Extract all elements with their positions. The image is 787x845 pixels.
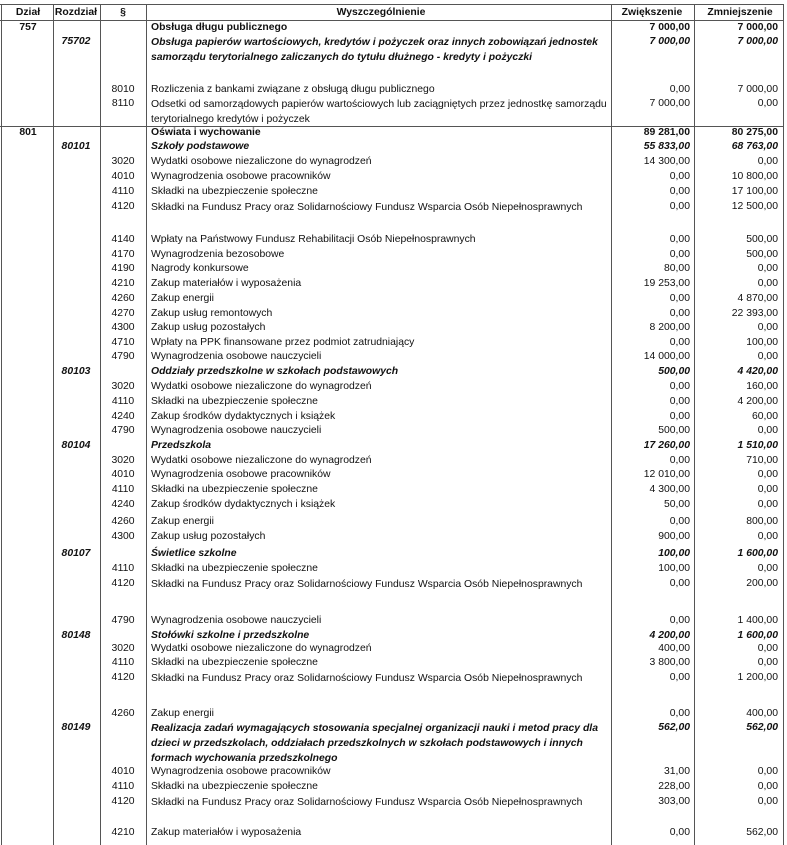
cell-zmniejszenie: 60,00 xyxy=(751,411,778,422)
cell-paragraf: 4300 xyxy=(111,531,135,542)
cell-opis: Obsługa długu publicznego xyxy=(151,22,288,33)
cell-opis: Rozliczenia z bankami związane z obsługą długu publicznego xyxy=(151,84,435,95)
table-row xyxy=(0,321,787,334)
cell-zwiekszenie: 100,00 xyxy=(658,563,690,574)
cell-zmniejszenie: 7 000,00 xyxy=(737,36,778,47)
table-row xyxy=(0,35,787,67)
cell-opis: Wynagrodzenia osobowe nauczycieli xyxy=(151,351,322,362)
cell-paragraf: 4110 xyxy=(111,781,135,792)
cell-opis: Wynagrodzenia osobowe nauczycieli xyxy=(151,615,322,626)
cell-zwiekszenie: 50,00 xyxy=(663,499,690,510)
cell-zwiekszenie: 4 200,00 xyxy=(649,630,690,641)
cell-zwiekszenie: 89 281,00 xyxy=(643,127,690,138)
cell-zwiekszenie: 55 833,00 xyxy=(643,141,690,152)
table-row xyxy=(0,498,787,511)
cell-zmniejszenie: 0,00 xyxy=(757,156,778,167)
cell-zmniejszenie: 0,00 xyxy=(757,425,778,436)
cell-zmniejszenie: 0,00 xyxy=(757,484,778,495)
cell-paragraf: 4110 xyxy=(111,563,135,574)
table-row xyxy=(0,365,787,378)
cell-paragraf: 4110 xyxy=(111,396,135,407)
table-row xyxy=(0,765,787,778)
cell-opis: Szkoły podstawowe xyxy=(151,141,250,152)
cell-zmniejszenie: 0,00 xyxy=(757,563,778,574)
table-row xyxy=(0,233,787,246)
cell-opis: Wydatki osobowe niezaliczone do wynagrodzeń xyxy=(151,643,372,654)
cell-zmniejszenie: 1 200,00 xyxy=(737,672,778,683)
table-row xyxy=(0,155,787,168)
cell-rozdzial: 80107 xyxy=(61,548,91,559)
cell-dzial: 801 xyxy=(19,127,37,138)
cell-opis: Stołówki szkolne i przedszkolne xyxy=(151,630,310,641)
cell-zwiekszenie: 900,00 xyxy=(658,531,690,542)
cell-opis: Składki na Fundusz Pracy oraz Solidarnościowy Fundusz Wsparcia Osób Niepełnosprawnych xyxy=(151,797,583,808)
cell-opis: Oddziały przedszkolne w szkołach podstawowych xyxy=(151,366,399,377)
cell-zmniejszenie: 0,00 xyxy=(757,643,778,654)
table-row xyxy=(0,826,787,839)
cell-zmniejszenie: 0,00 xyxy=(757,796,778,807)
table-row xyxy=(0,292,787,305)
cell-opis: Składki na ubezpieczenie społeczne xyxy=(151,484,318,495)
cell-paragraf: 4210 xyxy=(111,827,135,838)
cell-opis: Wydatki osobowe niezaliczone do wynagrodzeń xyxy=(151,156,372,167)
cell-rozdzial: 80103 xyxy=(61,366,91,377)
table-row xyxy=(0,185,787,198)
cell-opis: Składki na Fundusz Pracy oraz Solidarnościowy Fundusz Wsparcia Osób Niepełnosprawnych xyxy=(151,673,583,684)
cell-opis: Zakup energii xyxy=(151,516,214,527)
table-row xyxy=(0,170,787,183)
cell-opis: Świetlice szkolne xyxy=(151,548,237,559)
grid-line xyxy=(694,4,695,845)
cell-zmniejszenie: 0,00 xyxy=(757,351,778,362)
table-row xyxy=(0,248,787,261)
cell-zmniejszenie: 68 763,00 xyxy=(731,141,778,152)
table-row xyxy=(0,577,787,605)
cell-zmniejszenie: 1 600,00 xyxy=(737,548,778,559)
cell-zwiekszenie: 14 300,00 xyxy=(643,156,690,167)
grid-line xyxy=(0,126,784,127)
cell-zwiekszenie: 0,00 xyxy=(669,234,690,245)
cell-zmniejszenie: 0,00 xyxy=(757,263,778,274)
table-row xyxy=(0,140,787,153)
cell-zmniejszenie: 0,00 xyxy=(757,98,778,109)
table-row xyxy=(0,200,787,226)
cell-opis: Zakup materiałów i wyposażenia xyxy=(151,278,302,289)
table-row xyxy=(0,483,787,496)
cell-paragraf: 4110 xyxy=(111,484,135,495)
cell-zwiekszenie: 0,00 xyxy=(669,827,690,838)
cell-zmniejszenie: 12 500,00 xyxy=(731,201,778,212)
table-row xyxy=(0,515,787,528)
cell-paragraf: 3020 xyxy=(111,156,135,167)
table-row xyxy=(0,307,787,320)
cell-paragraf: 4120 xyxy=(111,201,135,212)
cell-zwiekszenie: 31,00 xyxy=(663,766,690,777)
grid-line xyxy=(146,4,147,845)
grid-line xyxy=(53,4,54,845)
cell-opis: Wynagrodzenia osobowe nauczycieli xyxy=(151,425,322,436)
table-row xyxy=(0,671,787,698)
cell-zwiekszenie: 0,00 xyxy=(669,186,690,197)
cell-zmniejszenie: 22 393,00 xyxy=(731,308,778,319)
table-row xyxy=(0,350,787,363)
cell-zwiekszenie: 12 010,00 xyxy=(643,469,690,480)
cell-zwiekszenie: 0,00 xyxy=(669,337,690,348)
cell-zmniejszenie: 562,00 xyxy=(746,827,778,838)
cell-opis: Zakup materiałów i wyposażenia xyxy=(151,827,302,838)
cell-paragraf: 4110 xyxy=(111,657,135,668)
table-row xyxy=(0,336,787,349)
header-zmniejszenie: Zmniejszenie xyxy=(707,7,773,18)
cell-zmniejszenie: 0,00 xyxy=(757,469,778,480)
grid-line xyxy=(0,20,784,21)
cell-paragraf: 4260 xyxy=(111,293,135,304)
grid-line xyxy=(611,4,612,845)
cell-opis: Zakup usług pozostałych xyxy=(151,322,266,333)
cell-opis: Odsetki od samorządowych papierów wartościowych lub zaciągniętych przez jednostkę samorządu terytorialnego kredytów i pożyczek xyxy=(151,99,607,125)
cell-zmniejszenie: 17 100,00 xyxy=(731,186,778,197)
cell-paragraf: 4240 xyxy=(111,499,135,510)
cell-paragraf: 4120 xyxy=(111,672,135,683)
cell-rozdzial: 80148 xyxy=(61,630,91,641)
cell-zmniejszenie: 4 420,00 xyxy=(737,366,778,377)
table-row xyxy=(0,642,787,655)
cell-zmniejszenie: 7 000,00 xyxy=(737,84,778,95)
cell-zmniejszenie: 4 870,00 xyxy=(737,293,778,304)
cell-zwiekszenie: 0,00 xyxy=(669,396,690,407)
cell-dzial: 757 xyxy=(19,22,37,33)
cell-zmniejszenie: 4 200,00 xyxy=(737,396,778,407)
table-row xyxy=(0,395,787,408)
header-wyszczegolnienie: Wyszczególnienie xyxy=(336,7,426,18)
cell-zwiekszenie: 19 253,00 xyxy=(643,278,690,289)
table-row xyxy=(0,795,787,823)
cell-zwiekszenie: 0,00 xyxy=(669,615,690,626)
cell-paragraf: 4010 xyxy=(111,766,135,777)
cell-zmniejszenie: 800,00 xyxy=(746,516,778,527)
cell-zwiekszenie: 100,00 xyxy=(658,548,690,559)
table-row xyxy=(0,454,787,467)
header-zwiekszenie: Zwiększenie xyxy=(621,7,683,18)
cell-opis: Obsługa papierów wartościowych, kredytów i pożyczek oraz innych zobowiązań jednostek samorządu terytorialnego zaliczanych do tytułu dłużnego - kredyty i pożyczki xyxy=(151,37,598,63)
cell-paragraf: 4010 xyxy=(111,171,135,182)
cell-zwiekszenie: 8 200,00 xyxy=(649,322,690,333)
table-row xyxy=(0,780,787,793)
cell-paragraf: 4240 xyxy=(111,411,135,422)
cell-zwiekszenie: 0,00 xyxy=(669,411,690,422)
cell-zwiekszenie: 500,00 xyxy=(658,425,690,436)
cell-zmniejszenie: 1 600,00 xyxy=(737,630,778,641)
cell-zwiekszenie: 0,00 xyxy=(669,171,690,182)
cell-paragraf: 4190 xyxy=(111,263,135,274)
cell-opis: Wydatki osobowe niezaliczone do wynagrodzeń xyxy=(151,381,372,392)
cell-opis: Zakup środków dydaktycznych i książek xyxy=(151,411,336,422)
cell-paragraf: 4140 xyxy=(111,234,135,245)
cell-paragraf: 4710 xyxy=(111,337,135,348)
cell-zwiekszenie: 228,00 xyxy=(658,781,690,792)
cell-zwiekszenie: 562,00 xyxy=(658,722,690,733)
cell-zmniejszenie: 0,00 xyxy=(757,531,778,542)
table-row xyxy=(0,656,787,669)
cell-zwiekszenie: 0,00 xyxy=(669,293,690,304)
cell-zwiekszenie: 7 000,00 xyxy=(649,98,690,109)
cell-zwiekszenie: 500,00 xyxy=(658,366,690,377)
cell-paragraf: 3020 xyxy=(111,381,135,392)
cell-opis: Realizacja zadań wymagających stosowania specjalnej organizacji nauki i metod pracy dla dzieci w przedszkolach, oddziałach przedszkolnych w szkołach podstawowych i innych formach wychowania przedszkolnego xyxy=(151,723,598,764)
table-row xyxy=(0,380,787,393)
cell-zwiekszenie: 400,00 xyxy=(658,643,690,654)
cell-paragraf: 8110 xyxy=(111,98,135,109)
cell-zwiekszenie: 14 000,00 xyxy=(643,351,690,362)
table-row xyxy=(0,614,787,627)
cell-paragraf: 4170 xyxy=(111,249,135,260)
cell-zmniejszenie: 562,00 xyxy=(746,722,778,733)
cell-paragraf: 4120 xyxy=(111,578,135,589)
cell-rozdzial: 80101 xyxy=(61,141,91,152)
cell-opis: Składki na ubezpieczenie społeczne xyxy=(151,657,318,668)
cell-zmniejszenie: 1 510,00 xyxy=(737,440,778,451)
cell-zwiekszenie: 0,00 xyxy=(669,201,690,212)
cell-opis: Wydatki osobowe niezaliczone do wynagrodzeń xyxy=(151,455,372,466)
table-header xyxy=(0,6,787,20)
cell-opis: Wynagrodzenia osobowe pracowników xyxy=(151,469,331,480)
cell-zwiekszenie: 17 260,00 xyxy=(643,440,690,451)
cell-opis: Zakup energii xyxy=(151,293,214,304)
cell-paragraf: 4010 xyxy=(111,469,135,480)
cell-opis: Składki na ubezpieczenie społeczne xyxy=(151,781,318,792)
cell-zmniejszenie: 100,00 xyxy=(746,337,778,348)
cell-zwiekszenie: 0,00 xyxy=(669,249,690,260)
cell-opis: Przedszkola xyxy=(151,440,212,451)
cell-paragraf: 4260 xyxy=(111,708,135,719)
cell-opis: Wynagrodzenia osobowe pracowników xyxy=(151,171,331,182)
table-row xyxy=(0,707,787,720)
cell-zmniejszenie: 160,00 xyxy=(746,381,778,392)
table-row xyxy=(0,126,787,139)
grid-line xyxy=(1,4,2,845)
cell-zmniejszenie: 0,00 xyxy=(757,657,778,668)
cell-zmniejszenie: 200,00 xyxy=(746,578,778,589)
table-row xyxy=(0,547,787,560)
cell-zwiekszenie: 0,00 xyxy=(669,381,690,392)
cell-rozdzial: 80104 xyxy=(61,440,91,451)
cell-paragraf: 3020 xyxy=(111,643,135,654)
cell-rozdzial: 75702 xyxy=(61,36,91,47)
cell-zwiekszenie: 3 800,00 xyxy=(649,657,690,668)
cell-paragraf: 4120 xyxy=(111,796,135,807)
cell-zwiekszenie: 303,00 xyxy=(658,796,690,807)
cell-paragraf: 8010 xyxy=(111,84,135,95)
cell-opis: Wynagrodzenia bezosobowe xyxy=(151,249,285,260)
cell-paragraf: 4270 xyxy=(111,308,135,319)
table-row xyxy=(0,424,787,437)
cell-zwiekszenie: 0,00 xyxy=(669,308,690,319)
grid-line xyxy=(0,4,784,5)
table-row xyxy=(0,97,787,125)
cell-zwiekszenie: 4 300,00 xyxy=(649,484,690,495)
table-row xyxy=(0,562,787,575)
cell-opis: Nagrody konkursowe xyxy=(151,263,249,274)
cell-opis: Zakup usług pozostałych xyxy=(151,531,266,542)
cell-zmniejszenie: 500,00 xyxy=(746,234,778,245)
grid-line xyxy=(100,4,101,845)
cell-paragraf: 4790 xyxy=(111,351,135,362)
table-row xyxy=(0,410,787,423)
cell-zwiekszenie: 0,00 xyxy=(669,84,690,95)
cell-zmniejszenie: 10 800,00 xyxy=(731,171,778,182)
cell-paragraf: 4260 xyxy=(111,516,135,527)
cell-opis: Składki na Fundusz Pracy oraz Solidarnościowy Fundusz Wsparcia Osób Niepełnosprawnych xyxy=(151,202,583,213)
cell-opis: Składki na Fundusz Pracy oraz Solidarnościowy Fundusz Wsparcia Osób Niepełnosprawnych xyxy=(151,579,583,590)
cell-zwiekszenie: 0,00 xyxy=(669,672,690,683)
cell-paragraf: 4210 xyxy=(111,278,135,289)
cell-zmniejszenie: 0,00 xyxy=(757,499,778,510)
cell-zmniejszenie: 0,00 xyxy=(757,766,778,777)
cell-zwiekszenie: 80,00 xyxy=(663,263,690,274)
cell-opis: Wynagrodzenia osobowe pracowników xyxy=(151,766,331,777)
cell-paragraf: 4300 xyxy=(111,322,135,333)
header-paragraf: § xyxy=(120,7,126,18)
cell-paragraf: 4110 xyxy=(111,186,135,197)
cell-zmniejszenie: 0,00 xyxy=(757,322,778,333)
cell-zwiekszenie: 7 000,00 xyxy=(649,36,690,47)
cell-opis: Wpłaty na PPK finansowane przez podmiot zatrudniający xyxy=(151,337,415,348)
cell-opis: Zakup energii xyxy=(151,708,214,719)
cell-zmniejszenie: 710,00 xyxy=(746,455,778,466)
cell-zmniejszenie: 1 400,00 xyxy=(737,615,778,626)
table-row xyxy=(0,468,787,481)
table-row xyxy=(0,721,787,766)
grid-line xyxy=(783,4,784,845)
header-rozdzial: Rozdział xyxy=(54,7,98,18)
cell-opis: Zakup środków dydaktycznych i książek xyxy=(151,499,336,510)
table-row xyxy=(0,439,787,452)
cell-paragraf: 4790 xyxy=(111,615,135,626)
cell-zmniejszenie: 0,00 xyxy=(757,781,778,792)
cell-opis: Wpłaty na Państwowy Fundusz Rehabilitacji Osób Niepełnosprawnych xyxy=(151,234,476,245)
cell-zwiekszenie: 7 000,00 xyxy=(649,22,690,33)
cell-paragraf: 4790 xyxy=(111,425,135,436)
cell-zmniejszenie: 80 275,00 xyxy=(731,127,778,138)
table-row xyxy=(0,277,787,290)
table-row xyxy=(0,262,787,275)
cell-rozdzial: 80149 xyxy=(61,722,91,733)
cell-zwiekszenie: 0,00 xyxy=(669,455,690,466)
cell-opis: Składki na ubezpieczenie społeczne xyxy=(151,186,318,197)
table-row xyxy=(0,83,787,96)
cell-opis: Zakup usług remontowych xyxy=(151,308,273,319)
cell-zmniejszenie: 0,00 xyxy=(757,278,778,289)
cell-opis: Oświata i wychowanie xyxy=(151,127,261,138)
cell-zwiekszenie: 0,00 xyxy=(669,708,690,719)
table-row xyxy=(0,21,787,34)
cell-zmniejszenie: 7 000,00 xyxy=(737,22,778,33)
cell-opis: Składki na ubezpieczenie społeczne xyxy=(151,396,318,407)
cell-zmniejszenie: 400,00 xyxy=(746,708,778,719)
table-row xyxy=(0,530,787,543)
cell-zwiekszenie: 0,00 xyxy=(669,578,690,589)
table-row xyxy=(0,629,787,642)
cell-opis: Składki na ubezpieczenie społeczne xyxy=(151,563,318,574)
header-dzial: Dział xyxy=(15,7,41,18)
cell-paragraf: 3020 xyxy=(111,455,135,466)
cell-zmniejszenie: 500,00 xyxy=(746,249,778,260)
cell-zwiekszenie: 0,00 xyxy=(669,516,690,527)
